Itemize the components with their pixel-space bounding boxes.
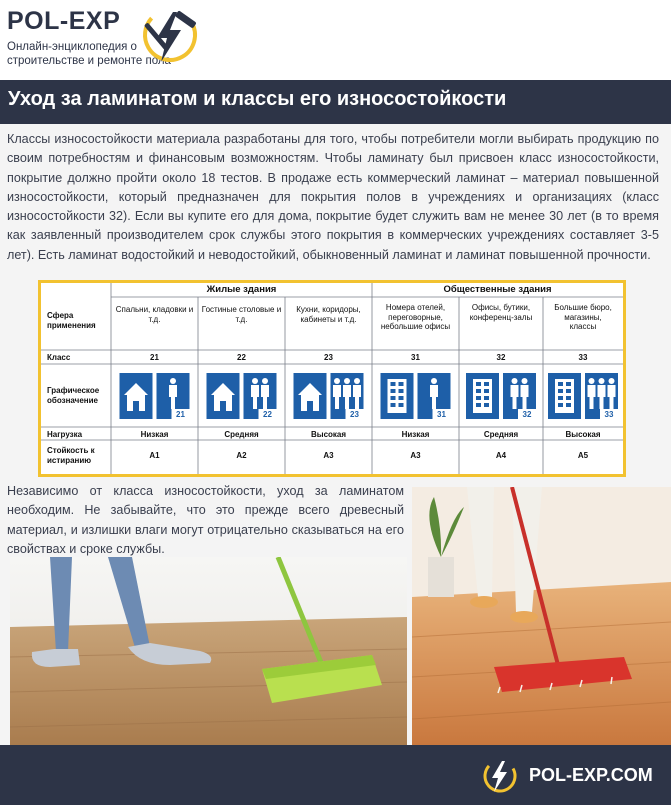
resistance-cell-31: А3 [410, 451, 421, 460]
load-cell-31: Низкая [401, 430, 430, 439]
intro-paragraph: Классы износостойкости материала разработаны для того, чтобы потребители могли выбирать продукцию по своим потребностям и финансовым возможностям. Чтобы ламинату был присвоен класс износостойкости, покрытие должно пройти около 18 тестов. В продаже есть коммерческий ламинат – материал повышенной износостойкости, который предназначен для покрытия полов в учреждениях и организациях (класс износостойкости 32). Если вы купите его для дома, покрытие будет служить вам не менее 30 лет (в то время как заявленный производителем срок службы этого покрытия в коммерческих учреждениях составляет 3-5 лет). Есть ламинат водостойкий и неводостойкий, обыкновенный ламинат и ламинат повышенной прочности. [7, 132, 659, 262]
class-cell-21: 21 [150, 353, 159, 362]
row-label-class: Класс [47, 353, 71, 362]
hammer-lightning-icon [137, 8, 203, 66]
photo-red-mop [412, 487, 671, 745]
pictogram-badge-21: 21 [176, 410, 185, 419]
pictogram-32 [466, 373, 536, 419]
pictogram-33 [548, 373, 618, 419]
pictogram-badge-32: 32 [522, 410, 532, 419]
row-label-graphic: Графическое обозначение [47, 386, 100, 405]
pictogram-23 [294, 373, 364, 419]
title-bar [0, 80, 548, 124]
site-tagline-line2: строительстве и ремонте пола [7, 55, 171, 67]
row-label-sphere: Сфера применения [47, 311, 96, 330]
wear-class-table [38, 280, 626, 477]
class-cell-31: 31 [411, 353, 420, 362]
red-mop-illustration [412, 487, 671, 745]
load-cell-33: Высокая [565, 430, 601, 439]
footer-logo-icon [480, 758, 520, 794]
pictogram-31 [381, 373, 451, 419]
class-cell-23: 23 [324, 353, 333, 362]
pictogram-badge-23: 23 [350, 410, 359, 419]
resistance-cell-23: А3 [323, 451, 334, 460]
sphere-cell-32: Офисы, бутики, конференц-залы [469, 303, 533, 322]
page-title: Уход за ламинатом и классы его износостойкости [8, 88, 507, 110]
row-label-resistance: Стойкость к истиранию [47, 446, 95, 465]
sphere-cell-21: Спальни, кладовки и т.д. [115, 305, 194, 324]
site-logo-text[interactable]: POL-EXP [7, 7, 121, 35]
sphere-cell-23: Кухни, коридоры, кабинеты и т.д. [296, 305, 361, 324]
care-paragraph: Независимо от класса износостойкости, уход за ламинатом необходим. Не забывайте, что это прежде всего древесный материал, и излишки влаги могут отрицательно сказываться на его свойствах и сроке службы. [7, 484, 404, 556]
resistance-cell-32: А4 [495, 451, 507, 460]
photo-green-mop [10, 557, 407, 745]
green-mop-illustration [10, 557, 407, 745]
site-header [0, 0, 671, 80]
load-cell-23: Высокая [310, 430, 347, 439]
sphere-cell-31: Номера отелей, переговорные, небольшие офисы [380, 303, 451, 331]
pictogram-badge-33: 33 [604, 410, 614, 419]
pictogram-badge-22: 22 [263, 410, 272, 419]
sphere-cell-33: Большие бюро, магазины, классы [554, 303, 612, 331]
class-cell-33: 33 [578, 353, 588, 362]
footer-site-link[interactable]: POL-EXP.COM [529, 765, 653, 785]
group-residential-header: Жилые здания [206, 284, 277, 295]
class-cell-22: 22 [237, 353, 246, 362]
group-public-header: Общественные здания [443, 284, 552, 295]
site-tagline-line1: Онлайн-энциклопедия о [7, 41, 137, 53]
class-cell-32: 32 [496, 353, 506, 362]
pictogram-21 [120, 373, 190, 419]
pictogram-22 [207, 373, 277, 419]
load-cell-32: Средняя [483, 430, 519, 439]
row-label-load: Нагрузка [47, 430, 83, 439]
resistance-cell-21: А1 [149, 451, 160, 460]
resistance-cell-22: А2 [236, 451, 247, 460]
load-cell-22: Средняя [224, 430, 259, 439]
resistance-cell-33: А5 [577, 451, 589, 460]
load-cell-21: Низкая [140, 430, 169, 439]
sphere-cell-22: Гостиные столовые и т.д. [201, 305, 282, 324]
pictogram-badge-31: 31 [437, 410, 446, 419]
